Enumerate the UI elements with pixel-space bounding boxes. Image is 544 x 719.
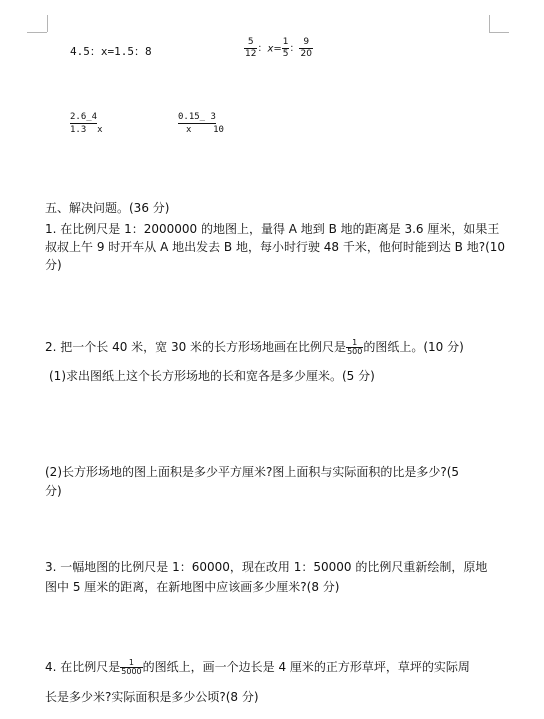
- equation-1: 4.5：x=1.5：8: [70, 45, 152, 58]
- question-2-sub-2-line-1: (2)长方形场地的图上面积是多少平方厘米?图上面积与实际面积的比是多少?(5: [45, 465, 460, 479]
- question-2-sub-2-line-2: 分): [45, 484, 62, 498]
- equation-2: $\frac{5}{12}$ ：x= $\frac{1}{5}$ ： $\frac{9}{20}$: [245, 37, 312, 59]
- equation-2-fraction-1: $\frac{5}{12}$: [245, 37, 257, 59]
- equation-4: 0.15_ 3 x 10: [178, 112, 224, 135]
- equation-2-fraction-2: $\frac{1}{5}$: [282, 37, 289, 59]
- question-4-line-2: 长是多少米?实际面积是多少公顷?(8 分): [45, 690, 259, 704]
- section-title: 五、解决问题。(36 分): [45, 201, 170, 215]
- question-1-line-1: 1. 在比例尺是 1：2000000 的地图上，量得 A 地到 B 地的距离是 3.6 厘米，如果王: [45, 222, 500, 236]
- question-3-line-1: 3. 一幅地图的比例尺是 1：60000，现在改用 1：50000 的比例尺重新绘制，原地: [45, 560, 488, 574]
- question-1-line-3: 分): [45, 258, 62, 272]
- question-1-line-2: 叔叔上午 9 时开车从 A 地出发去 B 地，每小时行驶 48 千米，他何时能到达 B 地?(10: [45, 240, 506, 254]
- question-2-sub-1: (1)求出图纸上这个长方形场地的长和宽各是多少厘米。(5 分): [49, 369, 375, 383]
- question-4-scale-fraction: $\frac{1}{5000}$: [121, 658, 142, 676]
- question-4-line-1: 4. 在比例尺是 $\frac{1}{5000}$ 的图纸上，画一个边长是 4 厘米的正方形草坪，草坪的实际周: [45, 658, 470, 676]
- equation-3: 2.6_4 1.3 x: [70, 112, 103, 135]
- question-3-line-2: 图中 5 厘米的距离，在新地图中应该画多少厘米?(8 分): [45, 580, 340, 594]
- question-2-line-1: 2. 把一个长 40 米，宽 30 米的长方形场地画在比例尺是 $\frac{1}{500}$ 的图纸上。(10 分): [45, 338, 464, 356]
- equation-2-fraction-3: $\frac{9}{20}$: [300, 37, 312, 59]
- question-2-scale-fraction: $\frac{1}{500}$: [347, 338, 363, 356]
